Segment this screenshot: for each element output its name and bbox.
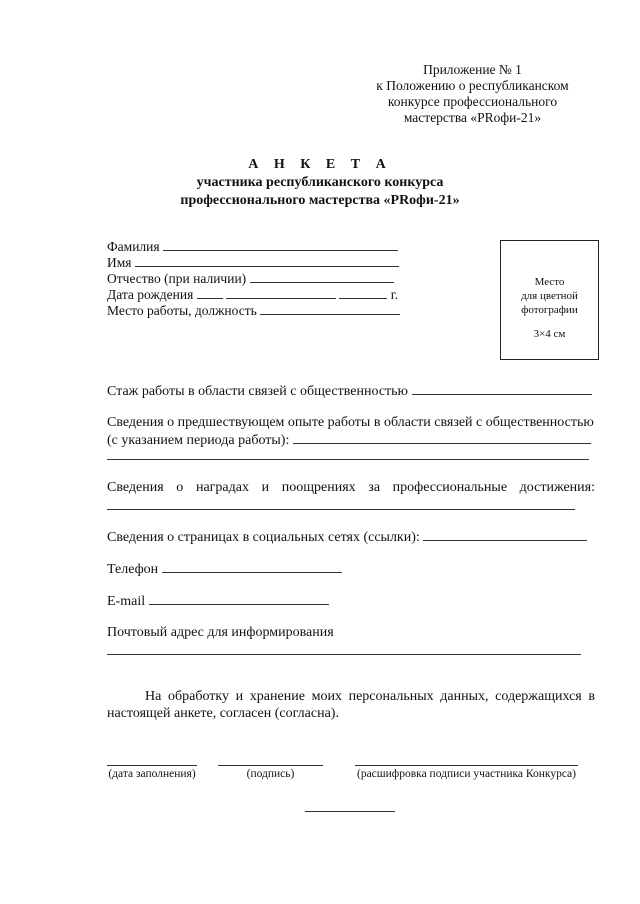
signature-decode-line[interactable] bbox=[355, 765, 578, 766]
date-line[interactable] bbox=[107, 765, 197, 766]
photo-text-1: Место bbox=[534, 276, 565, 288]
address-blank[interactable] bbox=[107, 654, 581, 655]
workplace-blank[interactable] bbox=[260, 302, 400, 315]
photo-size: 3×4 см bbox=[533, 328, 566, 340]
signature-decode-caption: (расшифровка подписи участника Конкурса) bbox=[356, 768, 576, 780]
social-field[interactable] bbox=[107, 528, 587, 546]
birth-date-field[interactable] bbox=[107, 286, 398, 303]
appendix-line-1: Приложение № 1 bbox=[423, 62, 522, 77]
appendix-line-4: мастерства «PRофи-21» bbox=[403, 110, 542, 125]
experience-blank[interactable] bbox=[412, 382, 592, 395]
consent-line-2: настоящей анкете, согласен (согласна). bbox=[107, 706, 339, 721]
awards-blank[interactable] bbox=[107, 509, 575, 510]
photo-text-3: фотографии bbox=[521, 304, 578, 316]
birth-day-blank[interactable] bbox=[197, 286, 223, 299]
email-blank[interactable] bbox=[149, 592, 329, 605]
form-subtitle-1: участника республиканского конкурса bbox=[196, 175, 444, 190]
birth-year-suffix: г. bbox=[390, 287, 399, 302]
prev-exp-blank-1[interactable] bbox=[293, 431, 591, 444]
surname-label: Фамилия bbox=[107, 239, 160, 254]
birth-year-blank[interactable] bbox=[339, 286, 387, 299]
date-caption: (дата заполнения) bbox=[108, 768, 196, 780]
email-label: E-mail bbox=[107, 594, 146, 609]
phone-field[interactable] bbox=[107, 560, 342, 578]
form-subtitle-2: профессионального мастерства «PRофи-21» bbox=[180, 193, 460, 208]
appendix-header bbox=[360, 62, 585, 126]
workplace-field[interactable] bbox=[107, 302, 400, 319]
prev-exp-blank-2[interactable] bbox=[107, 459, 589, 460]
name-label: Имя bbox=[107, 255, 132, 270]
consent-line-1: На обработку и хранение моих персональных данных, содержащихся в bbox=[145, 689, 595, 704]
appendix-line-2: к Положению о республиканском bbox=[376, 78, 569, 93]
phone-label: Телефон bbox=[107, 562, 159, 577]
surname-field[interactable] bbox=[107, 238, 398, 255]
signature-caption: (подпись) bbox=[246, 768, 295, 780]
awards-label: Сведения о наградах и поощрениях за профессиональные достижения: bbox=[107, 480, 595, 495]
name-blank[interactable] bbox=[135, 254, 399, 267]
birth-date-label: Дата рождения bbox=[107, 287, 194, 302]
birth-month-blank[interactable] bbox=[226, 286, 336, 299]
workplace-label: Место работы, должность bbox=[107, 303, 257, 318]
experience-field[interactable] bbox=[107, 382, 592, 400]
social-blank[interactable] bbox=[423, 528, 587, 541]
footer-divider bbox=[305, 811, 395, 812]
signature-line[interactable] bbox=[218, 765, 323, 766]
patronymic-label: Отчество (при наличии) bbox=[107, 271, 247, 286]
prev-exp-field[interactable] bbox=[107, 431, 591, 449]
form-title: А Н К Е Т А bbox=[248, 157, 392, 172]
social-label: Сведения о страницах в социальных сетях (ссылки): bbox=[107, 530, 420, 545]
patronymic-blank[interactable] bbox=[250, 270, 394, 283]
photo-placeholder bbox=[500, 240, 599, 360]
prev-exp-label-2: (с указанием периода работы): bbox=[107, 433, 290, 448]
patronymic-field[interactable] bbox=[107, 270, 394, 287]
address-label: Почтовый адрес для информирования bbox=[107, 625, 334, 640]
appendix-line-3: конкурсе профессионального bbox=[387, 94, 558, 109]
name-field[interactable] bbox=[107, 254, 399, 271]
photo-text-2: для цветной bbox=[521, 290, 578, 302]
prev-exp-label-1: Сведения о предшествующем опыте работы в области связей с общественностью bbox=[107, 415, 594, 430]
experience-label: Стаж работы в области связей с общественностью bbox=[107, 384, 408, 399]
phone-blank[interactable] bbox=[162, 560, 342, 573]
surname-blank[interactable] bbox=[163, 238, 398, 251]
email-field[interactable] bbox=[107, 592, 329, 610]
